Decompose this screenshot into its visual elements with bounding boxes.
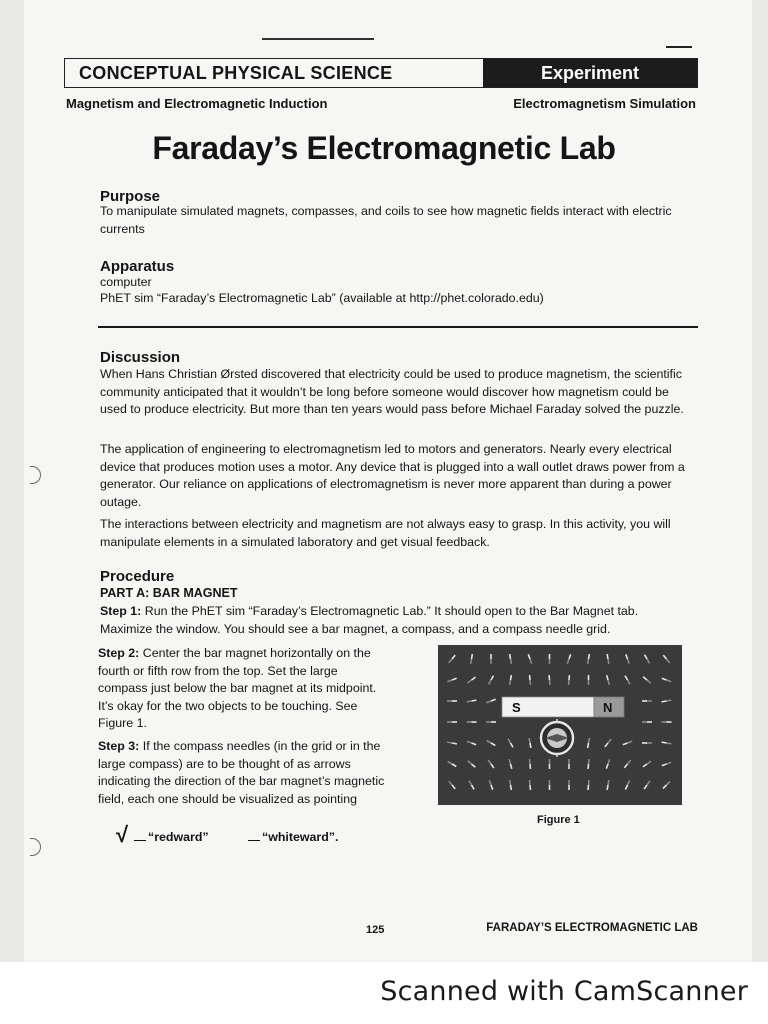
step-2 bbox=[98, 645, 390, 733]
compass-needle-red-end bbox=[511, 659, 512, 664]
compass-needle-white-end bbox=[588, 743, 589, 748]
compass-needle-white-end bbox=[530, 743, 531, 748]
running-footer-title: FARADAY’S ELECTROMAGNETIC LAB bbox=[486, 922, 698, 934]
compass-needle-red-end bbox=[471, 659, 472, 664]
apparatus-item: computer bbox=[100, 275, 152, 289]
bar-magnet bbox=[502, 697, 624, 717]
south-pole-label: S bbox=[512, 700, 521, 715]
apparatus-item: PhET sim “Faraday’s Electromagnetic Lab” (available at http://phet.colorado.edu) bbox=[100, 291, 544, 305]
compass-needle-red-end bbox=[667, 743, 672, 744]
option-redward-label: “redward” bbox=[148, 830, 209, 844]
figure-1-simulation bbox=[438, 645, 682, 805]
compass-needle-red-end bbox=[529, 738, 530, 743]
discussion-paragraph: The interactions between electricity and magnetism are not always easy to grasp. In this activity, you will manipulate elements in a simulated laboratory and get visual feedback. bbox=[100, 517, 671, 549]
handwritten-checkmark: √ bbox=[116, 822, 129, 847]
compass-needle-red-end bbox=[447, 742, 452, 743]
top-scribble bbox=[262, 38, 374, 40]
header-bar bbox=[64, 58, 698, 88]
compass-needle-white-end bbox=[472, 700, 477, 701]
step-3-text: If the compass needles (in the grid or in the large compass) are to be thought of as arrows indicating the direction of the bar magnet’s magnetic field, each one should be visualized as pointing bbox=[98, 739, 385, 806]
compass-needle-white-end bbox=[472, 654, 473, 659]
purpose-heading: Purpose bbox=[100, 188, 161, 205]
step-1-label: Step 1: bbox=[100, 604, 142, 618]
page-number: 125 bbox=[366, 924, 385, 936]
chapter-title: Magnetism and Electromagnetic Induction bbox=[66, 96, 328, 111]
option-whiteward[interactable] bbox=[248, 830, 338, 844]
apparatus-heading: Apparatus bbox=[100, 258, 175, 275]
part-a-heading: PART A: BAR MAGNET bbox=[100, 586, 238, 600]
compass-needle-red-end bbox=[667, 700, 672, 701]
compass-needle-red-end bbox=[589, 738, 590, 743]
compass-needle-red-end bbox=[510, 780, 511, 785]
top-dash bbox=[666, 46, 692, 48]
step-2-text: Center the bar magnet horizontally on the fourth or fifth row from the top. Set the large compass just below the bar magnet at its midpoint. It’s okay for the two objects to be touching. See Figure 1. bbox=[98, 646, 377, 730]
option-whiteward-label: “whiteward”. bbox=[262, 830, 339, 844]
step-2-label: Step 2: bbox=[98, 646, 140, 660]
answer-blank bbox=[134, 840, 146, 841]
discussion-heading: Discussion bbox=[100, 349, 181, 366]
step-3 bbox=[98, 738, 390, 808]
compass-needle-white-end bbox=[589, 654, 590, 659]
discussion-paragraph: When Hans Christian Ørsted discovered that electricity could be used to produce magnetism, the scientific community anticipated that it wouldn’t be long before someone would discover how magnetism could be used to produce electricity. But more than ten years would pass before Michael Faraday solved the puzzle. bbox=[100, 367, 684, 416]
section-divider bbox=[98, 326, 698, 328]
north-pole-label: N bbox=[603, 700, 613, 715]
compass-needle-red-end bbox=[467, 701, 472, 702]
compass-needle-white-end bbox=[511, 785, 512, 790]
compass-needle-white-end bbox=[662, 701, 667, 702]
compass-needle-white-end bbox=[662, 742, 667, 743]
procedure-heading: Procedure bbox=[100, 568, 175, 585]
answer-blank bbox=[248, 840, 260, 841]
purpose-text: To manipulate simulated magnets, compasses, and coils to see how magnetic fields interact with electric currents bbox=[100, 204, 672, 236]
step-3-label: Step 3: bbox=[98, 739, 140, 753]
compass-needle-white-end bbox=[607, 654, 608, 659]
compass-needle-white-end bbox=[607, 785, 608, 790]
document-type: Experiment bbox=[483, 59, 697, 87]
compass-needle-white-end bbox=[510, 654, 511, 659]
lab-title: Faraday’s Electromagnetic Lab bbox=[152, 130, 616, 166]
compass-needle-red-end bbox=[510, 680, 511, 685]
figure-caption: Figure 1 bbox=[537, 814, 580, 826]
step-1-text: Run the PhET sim “Faraday’s Electromagnetic Lab.” It should open to the Bar Magnet tab. Maximize the window. You should see a bar magnet, a compass, and a compass needle grid. bbox=[100, 604, 639, 636]
step-1 bbox=[100, 603, 690, 638]
course-name: CONCEPTUAL PHYSICAL SCIENCE bbox=[79, 62, 393, 83]
compass-needle-white-end bbox=[511, 675, 512, 680]
compass-needle-white-end bbox=[452, 743, 457, 744]
activity-title: Electromagnetism Simulation bbox=[513, 96, 696, 111]
compass-needle-red-end bbox=[588, 659, 589, 664]
compass-needle-red-end bbox=[608, 659, 609, 664]
option-redward[interactable] bbox=[134, 830, 209, 844]
scanner-watermark: Scanned with CamScanner bbox=[380, 976, 748, 1007]
discussion-paragraph: The application of engineering to electromagnetism led to motors and generators. Nearly every electrical device that produces motion uses a motor. Any device that is plugged into a wall outlet draws power from a generator. Our reliance on applications of electromagnetism is never more apparent than during a power outage. bbox=[100, 442, 685, 509]
compass-needle-red-end bbox=[608, 780, 609, 785]
